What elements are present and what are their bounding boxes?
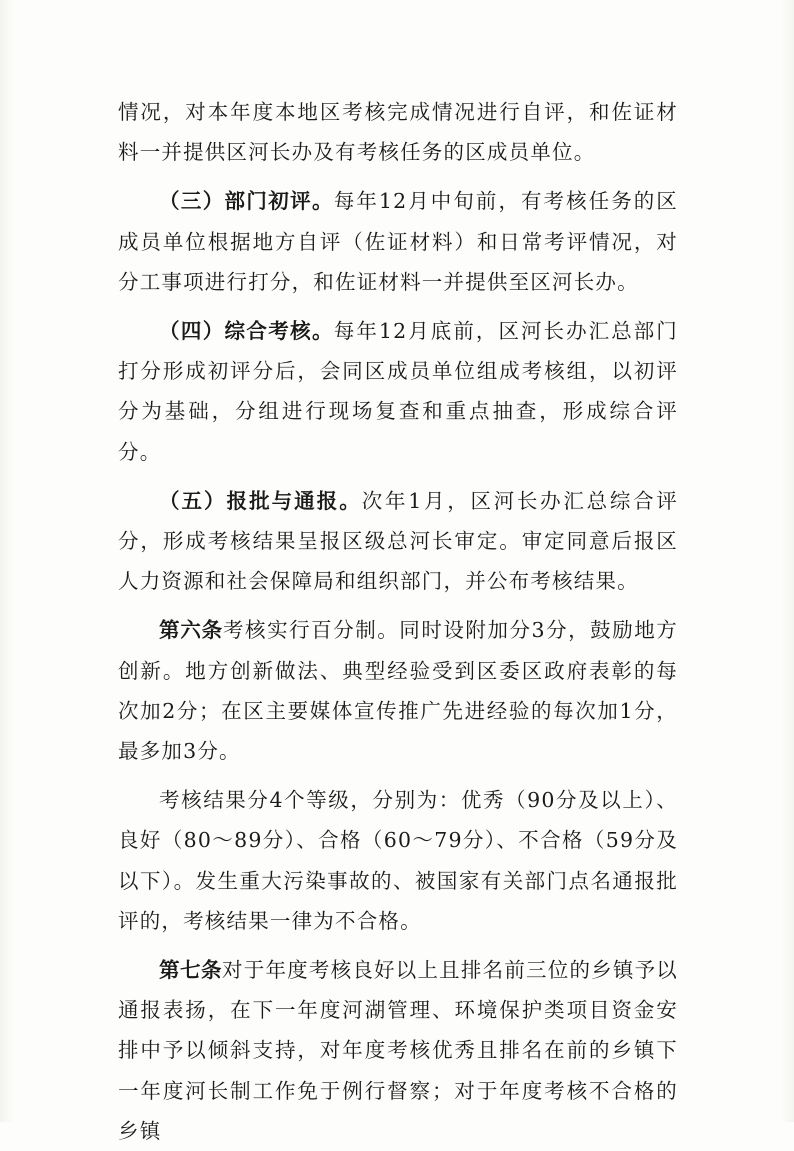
section-heading: （四）综合考核。 — [159, 319, 334, 344]
article-six — [118, 610, 678, 771]
paragraph-comprehensive-assessment — [118, 311, 678, 472]
article-heading: 第六条 — [159, 618, 224, 643]
paragraph-text: 情况，对本年度本地区考核完成情况进行自评，和佐证材料一并提供区河长办及有考核任务的区成员单位。 — [118, 100, 678, 165]
paragraph-department-review — [118, 181, 678, 302]
paragraph-text: 对于年度考核良好以上且排名前三位的乡镇予以通报表扬，在下一年度河湖管理、环境保护类项目资金安排中予以倾斜支持，对年度考核优秀且排名在前的乡镇下一年度河长制工作免于例行督察；对于年度考核不合格的乡镇 — [118, 958, 679, 1143]
article-seven — [118, 950, 678, 1151]
article-heading: 第七条 — [159, 958, 223, 983]
paragraph-text: 每年12月中旬前，有考核任务的区成员单位根据地方自评（佐证材料）和日常考评情况，对分工事项进行打分，和佐证材料一并提供至区河长办。 — [118, 189, 678, 294]
section-heading: （五）报批与通报。 — [159, 488, 362, 513]
paragraph-assessment-grades — [118, 780, 678, 941]
paragraph-text: 考核结果分4个等级，分别为：优秀（90分及以上）、良好（80～89分）、合格（60～79分）、不合格（59分及以下）。发生重大污染事故的、被国家有关部门点名通报批评的，考核结果一律为不合格。 — [118, 788, 678, 933]
paragraph-text: 次年1月，区河长办汇总综合评分，形成考核结果呈报区级总河长审定。审定同意后报区人力资源和社会保障局和组织部门，并公布考核结果。 — [118, 488, 679, 594]
section-heading: （三）部门初评。 — [159, 189, 334, 214]
paragraph-text: 考核实行百分制。同时设附加分3分，鼓励地方创新。地方创新做法、典型经验受到区委区政府表彰的每次加2分；在区主要媒体宣传推广先进经验的每次加1分，最多加3分。 — [118, 618, 678, 764]
paragraph-continued — [118, 92, 678, 172]
paragraph-text: 每年12月底前，区河长办汇总部门打分形成初评分后，会同区成员单位组成考核组，以初评分为基础，分组进行现场复查和重点抽查，形成综合评分。 — [118, 319, 678, 464]
paragraph-approval-notification — [118, 481, 678, 602]
document-body — [118, 92, 678, 1151]
